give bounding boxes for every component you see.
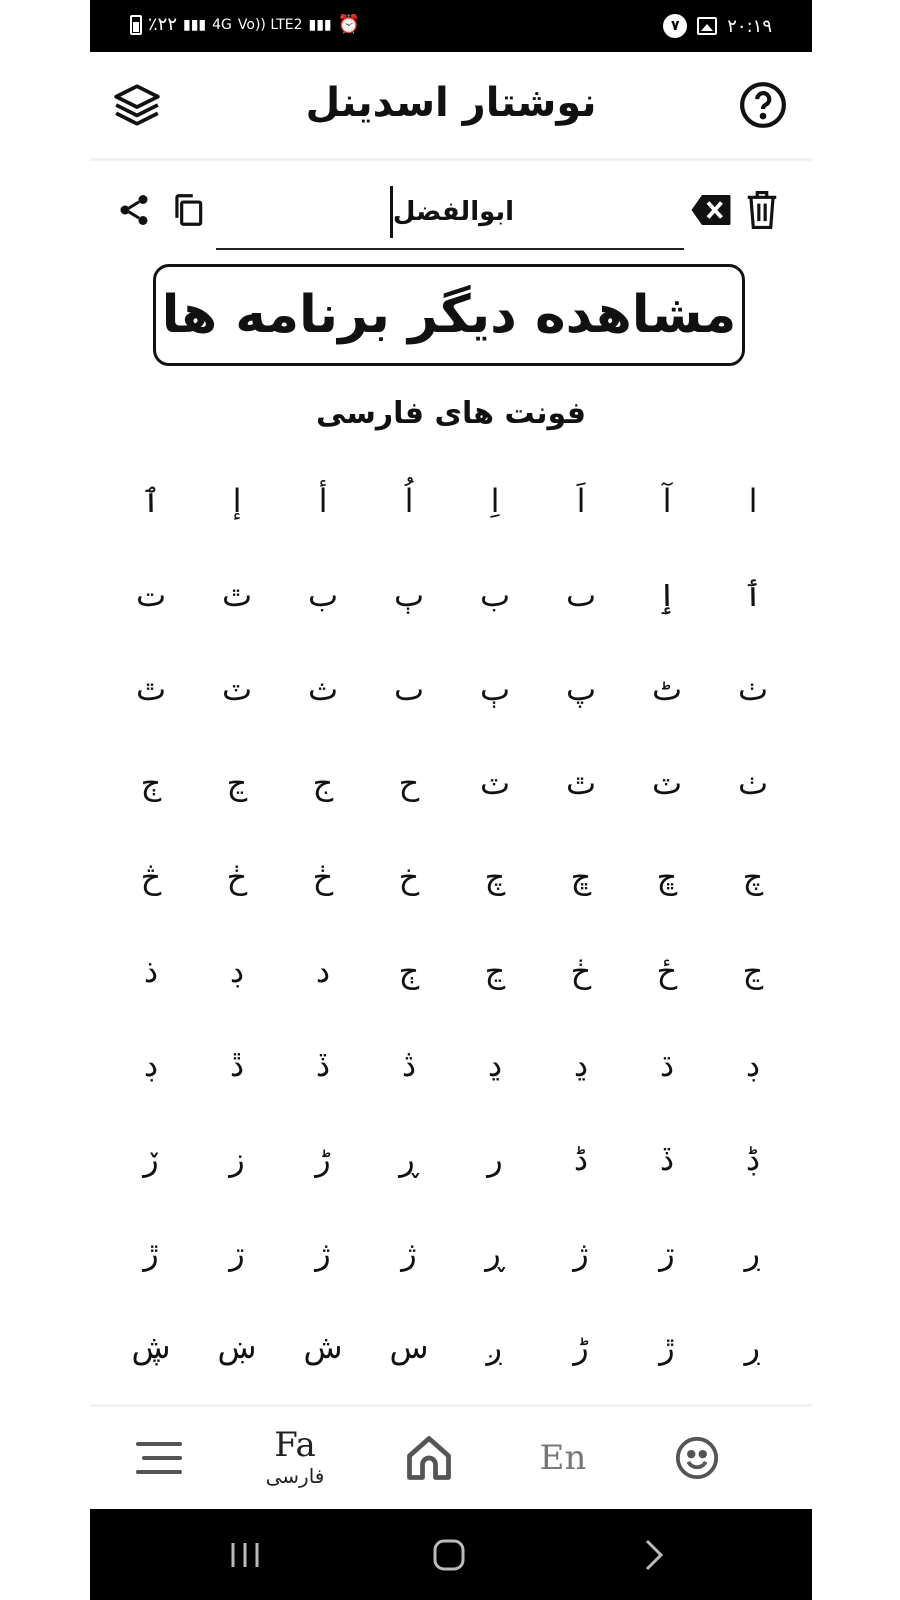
char-key[interactable]: ڇ: [570, 858, 592, 896]
char-key[interactable]: ب: [307, 576, 339, 614]
recent-apps-icon[interactable]: [220, 1535, 270, 1575]
char-key[interactable]: ڂ: [226, 858, 248, 896]
help-icon[interactable]: [736, 78, 790, 132]
char-key[interactable]: ځ: [656, 952, 678, 990]
char-key[interactable]: ڜ: [131, 1328, 171, 1366]
status-bar: [90, 0, 812, 52]
char-key[interactable]: ٿ: [135, 670, 167, 708]
char-key[interactable]: ڔ: [744, 1234, 762, 1272]
char-key[interactable]: ڗ: [659, 1234, 675, 1272]
char-key[interactable]: ڄ: [398, 952, 420, 990]
char-key[interactable]: ٳ: [657, 576, 677, 614]
char-key[interactable]: ب: [479, 576, 511, 614]
char-key[interactable]: ٮ: [393, 670, 425, 708]
tab-english-label: En: [539, 1438, 587, 1478]
char-key[interactable]: ڑ: [315, 1140, 331, 1178]
char-key[interactable]: ٽ: [221, 670, 253, 708]
more-apps-button[interactable]: مشاهده دیگر برنامه ها: [153, 264, 745, 366]
char-key[interactable]: ڎ: [401, 1046, 417, 1084]
alarm-icon: ⏰: [337, 14, 361, 35]
char-key[interactable]: ث: [307, 670, 339, 708]
char-key[interactable]: ٿ: [565, 764, 597, 802]
signal-icon-2: ▮▮▮: [308, 16, 332, 33]
char-key[interactable]: ڄ: [140, 764, 162, 802]
char-key[interactable]: ڕ: [399, 1140, 419, 1178]
char-key[interactable]: چ: [742, 858, 764, 896]
char-key[interactable]: پ: [565, 670, 597, 708]
volte-indicator: Vo)) LTE2: [237, 16, 303, 33]
char-key[interactable]: ڏ: [659, 1140, 675, 1178]
battery-icon: [130, 15, 142, 35]
char-key[interactable]: ڍ: [573, 1046, 589, 1084]
char-key[interactable]: ٻ: [393, 576, 425, 614]
tab-english[interactable]: [508, 1407, 618, 1509]
network-type: 4G: [212, 16, 232, 33]
char-key[interactable]: ږ: [486, 1328, 504, 1366]
char-key[interactable]: ڈ: [573, 1140, 589, 1178]
char-key[interactable]: ح: [398, 764, 420, 802]
char-key[interactable]: ڌ: [659, 1046, 675, 1084]
char-key[interactable]: ڔ: [744, 1328, 762, 1366]
phone-screen: [90, 0, 812, 1600]
header-divider: [90, 158, 812, 161]
character-grid: [108, 454, 796, 1408]
char-key[interactable]: اِ: [490, 482, 500, 520]
char-key[interactable]: ا: [748, 482, 758, 520]
app-bar: [90, 52, 812, 160]
char-key[interactable]: ڗ: [229, 1234, 245, 1272]
char-key[interactable]: ڂ: [570, 952, 592, 990]
clock: ۲۰:۱۹: [727, 15, 772, 37]
char-key[interactable]: ڊ: [229, 952, 245, 990]
char-key[interactable]: ڕ: [485, 1234, 505, 1272]
trash-icon[interactable]: [740, 186, 784, 234]
bottom-nav: [90, 1407, 812, 1509]
char-key[interactable]: ٿ: [221, 576, 253, 614]
text-input-value: ابوالفضل: [392, 197, 515, 227]
tab-farsi[interactable]: [240, 1407, 350, 1509]
back-icon[interactable]: [628, 1533, 678, 1577]
char-key[interactable]: د: [315, 952, 331, 990]
copy-icon[interactable]: [166, 188, 210, 232]
char-key[interactable]: ج: [312, 764, 334, 802]
status-left-group: [130, 14, 360, 35]
tab-farsi-label: Fa: [274, 1425, 316, 1465]
tab-farsi-sublabel: فارسی: [265, 1464, 325, 1488]
char-key[interactable]: ش: [303, 1328, 343, 1366]
menu-icon[interactable]: [104, 1407, 214, 1509]
emoji-icon[interactable]: [642, 1407, 752, 1509]
share-icon[interactable]: [112, 188, 156, 232]
char-key[interactable]: ز: [229, 1140, 245, 1178]
char-key[interactable]: ژ: [315, 1234, 331, 1272]
editor-toolbar: [90, 168, 812, 252]
battery-percent: ٪۲۲: [148, 14, 178, 35]
char-key[interactable]: ذ: [143, 952, 159, 990]
char-key[interactable]: س: [389, 1328, 429, 1366]
char-key[interactable]: ٱ: [141, 482, 161, 520]
char-key[interactable]: ڒ: [143, 1140, 159, 1178]
home-button-icon[interactable]: [424, 1533, 474, 1577]
char-key[interactable]: ژ: [401, 1234, 417, 1272]
char-key[interactable]: أ: [318, 482, 328, 520]
char-key[interactable]: چ: [484, 858, 506, 896]
char-key[interactable]: ٹ: [651, 670, 683, 708]
char-key[interactable]: ٮ: [565, 576, 597, 614]
char-key[interactable]: ڃ: [742, 952, 764, 990]
char-key[interactable]: ڑ: [573, 1328, 589, 1366]
char-key[interactable]: ڇ: [656, 858, 678, 896]
app-title: نوشتار اسدینل: [305, 80, 597, 126]
char-key[interactable]: اَ: [576, 482, 586, 520]
text-input[interactable]: [216, 176, 684, 250]
char-key[interactable]: ٽ: [479, 764, 511, 802]
home-icon[interactable]: [374, 1407, 484, 1509]
system-nav-bar: [90, 1509, 812, 1600]
char-key[interactable]: ٺ: [737, 670, 769, 708]
char-key[interactable]: ڏ: [315, 1046, 331, 1084]
char-key[interactable]: ڙ: [143, 1234, 159, 1272]
char-key[interactable]: ٽ: [651, 764, 683, 802]
char-key[interactable]: څ: [140, 858, 162, 896]
gallery-notification-icon: [697, 17, 717, 35]
char-key[interactable]: ر: [487, 1140, 503, 1178]
char-key[interactable]: ڊ: [143, 1046, 159, 1084]
char-key[interactable]: ڃ: [484, 952, 506, 990]
char-key[interactable]: ٲ: [743, 576, 763, 614]
char-key[interactable]: إ: [232, 482, 242, 520]
backspace-icon[interactable]: [688, 188, 734, 232]
char-key[interactable]: ژ: [573, 1234, 589, 1272]
char-key[interactable]: ٺ: [737, 764, 769, 802]
char-key[interactable]: خ: [398, 858, 420, 896]
char-key[interactable]: ڂ: [312, 858, 334, 896]
signal-icon: ▮▮▮: [183, 16, 207, 33]
char-key[interactable]: ڐ: [229, 1046, 245, 1084]
char-key[interactable]: ڙ: [659, 1328, 675, 1366]
notification-badge: ۷: [663, 14, 687, 38]
char-key[interactable]: ڍ: [487, 1046, 503, 1084]
char-key[interactable]: ڊ: [745, 1046, 761, 1084]
status-right-group: [663, 14, 772, 38]
char-key[interactable]: ت: [135, 576, 167, 614]
char-key[interactable]: ښ: [217, 1328, 257, 1366]
char-key[interactable]: ڋ: [745, 1140, 761, 1178]
char-key[interactable]: اُ: [404, 482, 414, 520]
char-key[interactable]: آ: [662, 482, 672, 520]
char-key[interactable]: ڃ: [226, 764, 248, 802]
section-title: فونت های فارسی: [316, 396, 586, 431]
char-key[interactable]: ٻ: [479, 670, 511, 708]
